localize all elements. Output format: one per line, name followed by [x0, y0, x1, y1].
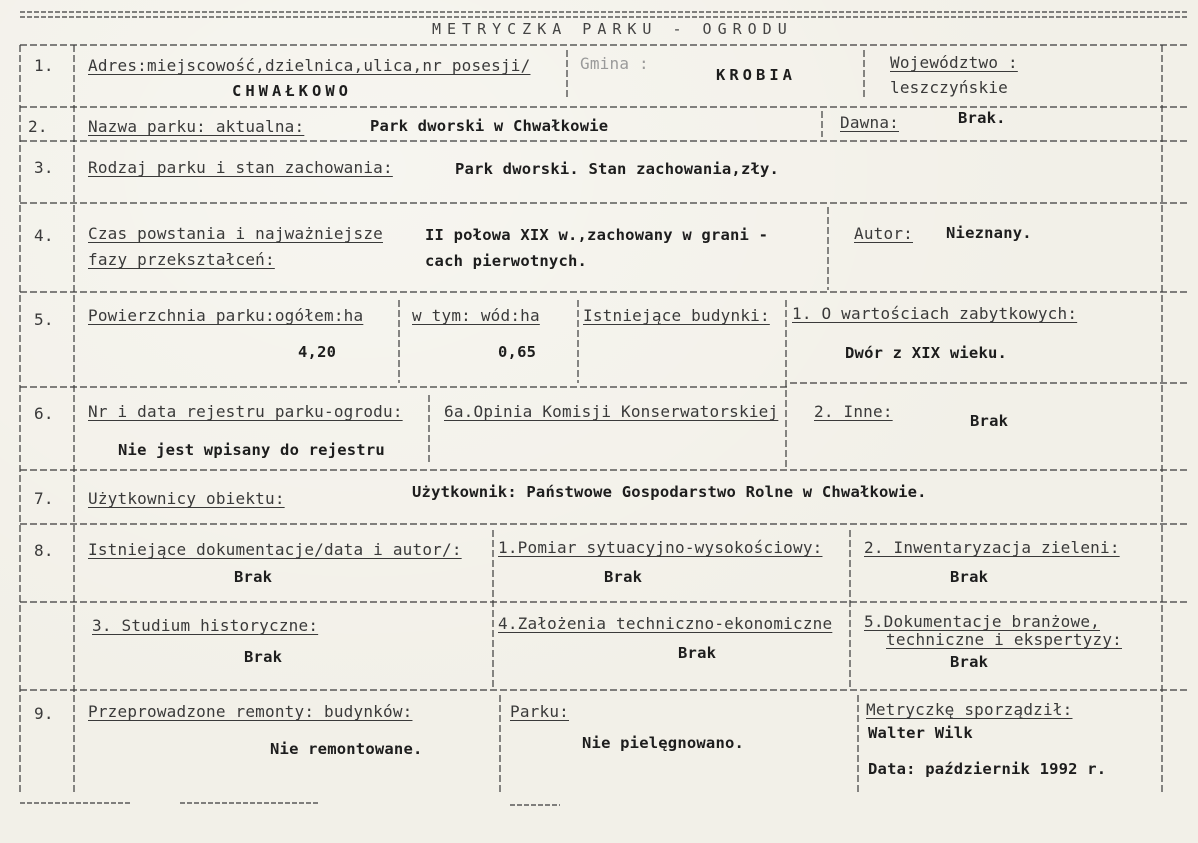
author-value: Nieznany. [946, 224, 1032, 242]
register-value: Nie jest wpisany do rejestru [118, 441, 385, 459]
row-3-number: 3. [34, 158, 54, 177]
heritage-values-label: 1. O wartościach zabytkowych: [792, 304, 1078, 323]
address-label: Adres:miejscowość,dzielnica,ulica,nr posesji/ [88, 56, 531, 75]
park-care-label: Parku: [510, 702, 569, 721]
voivodeship-value: leszczyńskie [890, 78, 1008, 97]
row-6-number: 6. [34, 404, 54, 423]
other-label: 2. Inne: [814, 402, 893, 421]
users-label: Użytkownicy obiektu: [88, 489, 285, 508]
tech-econ-label: 4.Założenia techniczno-ekonomiczne [498, 614, 833, 633]
tech-econ-value: Brak [678, 644, 717, 662]
users-value: Użytkownik: Państwowe Gospodarstwo Rolne w Chwałkowie. [412, 483, 927, 501]
former-name-label: Dawna: [840, 113, 899, 132]
history-study-label: 3. Studium historyczne: [92, 616, 319, 635]
area-value: 4,20 [298, 343, 337, 361]
water-label: w tym: wód:ha [412, 306, 540, 325]
park-type-value: Park dworski. Stan zachowania,zły. [455, 160, 780, 178]
former-name-value: Brak. [958, 109, 1006, 127]
greenery-value: Brak [950, 568, 989, 586]
park-care-value: Nie pielęgnowano. [582, 734, 745, 752]
park-type-label: Rodzaj parku i stan zachowania: [88, 158, 393, 177]
prepared-by-value: Walter Wilk [868, 724, 973, 742]
opinion-label: 6a.Opinia Komisji Konserwatorskiej [444, 402, 779, 421]
row-1-number: 1. [34, 56, 54, 75]
renovations-value: Nie remontowane. [270, 740, 423, 758]
branch-docs-value: Brak [950, 653, 989, 671]
area-label: Powierzchnia parku:ogółem:ha [88, 306, 364, 325]
row-8-number: 8. [34, 541, 54, 560]
voivodeship-label: Województwo : [890, 53, 1018, 72]
origin-value-line-1: II połowa XIX w.,zachowany w grani - [425, 226, 769, 244]
history-study-value: Brak [244, 648, 283, 666]
branch-docs-label-line-1: 5.Dokumentacje branżowe, [864, 612, 1100, 631]
greenery-label: 2. Inwentaryzacja zieleni: [864, 538, 1120, 557]
origin-value-line-2: cach pierwotnych. [425, 252, 588, 270]
place-value: CHWAŁKOWO [232, 82, 352, 100]
prepared-date-value: Data: październik 1992 r. [868, 760, 1107, 778]
author-label: Autor: [854, 224, 913, 243]
origin-label-line-2: fazy przekształceń: [88, 250, 275, 269]
row-9-number: 9. [34, 704, 54, 723]
row-4-number: 4. [34, 226, 54, 245]
renovations-label: Przeprowadzone remonty: budynków: [88, 702, 413, 721]
documentation-label: Istniejące dokumentacje/data i autor/: [88, 540, 462, 559]
row-5-number: 5. [34, 310, 54, 329]
origin-label-line-1: Czas powstania i najważniejsze [88, 224, 383, 243]
heritage-values-value: Dwór z XIX wieku. [845, 344, 1008, 362]
survey-value: Brak [604, 568, 643, 586]
row-7-number: 7. [34, 489, 54, 508]
other-value: Brak [970, 412, 1009, 430]
survey-label: 1.Pomiar sytuacyjno-wysokościowy: [498, 538, 823, 557]
park-name-label: Nazwa parku: aktualna: [88, 117, 305, 136]
prepared-by-label: Metryczkę sporządził: [866, 700, 1073, 719]
branch-docs-label-line-2: techniczne i ekspertyzy: [886, 630, 1122, 649]
gmina-value: KROBIA [716, 66, 796, 84]
form-title: METRYCZKA PARKU - OGRODU [432, 20, 793, 38]
gmina-label: Gmina : [580, 54, 649, 73]
row-2-number: 2. [28, 117, 48, 136]
buildings-label: Istniejące budynki: [583, 306, 770, 325]
register-label: Nr i data rejestru parku-ogrodu: [88, 402, 403, 421]
park-name-value: Park dworski w Chwałkowie [370, 117, 609, 135]
documentation-value: Brak [234, 568, 273, 586]
water-value: 0,65 [498, 343, 537, 361]
